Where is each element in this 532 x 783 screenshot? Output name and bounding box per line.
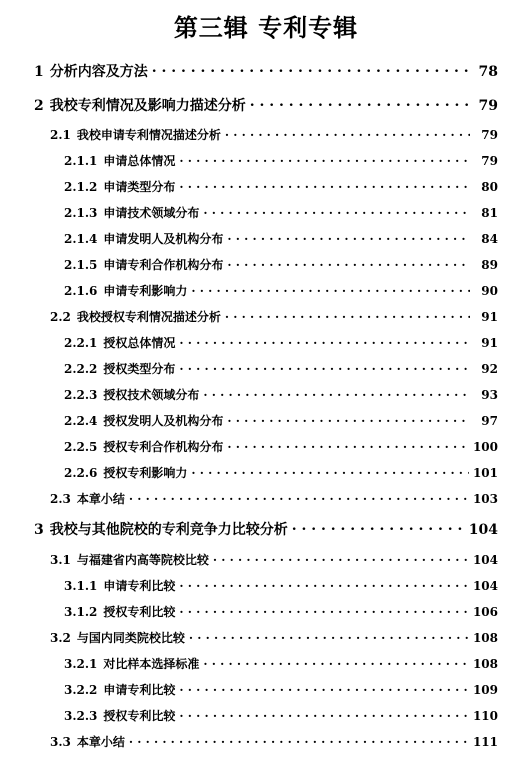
toc-entry-title: 申请专利合作机构分布 bbox=[103, 258, 224, 272]
toc-entry[interactable] bbox=[64, 681, 498, 698]
toc-entry-title: 授权总体情况 bbox=[103, 336, 176, 350]
toc-entry-page: 79 bbox=[481, 128, 498, 142]
toc-entry[interactable] bbox=[34, 61, 498, 81]
toc-entry-title: 本章小结 bbox=[76, 492, 125, 506]
dot-leader bbox=[179, 361, 470, 373]
toc-entry-number: 2 bbox=[34, 98, 44, 114]
toc-entry-page: 101 bbox=[472, 466, 498, 480]
toc-entry-number: 3.2 bbox=[50, 631, 71, 645]
toc-entry-title: 授权技术领域分布 bbox=[103, 388, 200, 402]
toc-entry-number: 2.1.1 bbox=[64, 154, 98, 168]
toc-entry[interactable] bbox=[34, 95, 498, 115]
toc-entry[interactable] bbox=[64, 386, 498, 403]
toc-entry-page: 91 bbox=[481, 310, 498, 324]
toc-entry[interactable] bbox=[64, 412, 498, 429]
toc-entry-number: 3.1.2 bbox=[64, 605, 98, 619]
toc-entry-page: 84 bbox=[481, 232, 498, 246]
toc-entry-number: 2.2.6 bbox=[64, 466, 98, 480]
toc-entry-number: 2.1.6 bbox=[64, 284, 98, 298]
toc-entry-page: 81 bbox=[481, 206, 498, 220]
toc-entry-page: 79 bbox=[478, 98, 498, 114]
toc-entry-number: 3 bbox=[34, 522, 44, 538]
toc-entry-page: 80 bbox=[481, 180, 498, 194]
toc-entry-number: 3.2.2 bbox=[64, 683, 98, 697]
toc-entry-title: 授权专利比较 bbox=[103, 605, 176, 619]
toc-entry[interactable] bbox=[50, 490, 498, 507]
toc-entry[interactable] bbox=[64, 603, 498, 620]
toc-entry[interactable] bbox=[50, 308, 498, 325]
toc-entry-number: 2.1 bbox=[50, 128, 71, 142]
toc-entry-page: 97 bbox=[481, 414, 498, 428]
dot-leader bbox=[203, 205, 470, 217]
toc-entry[interactable] bbox=[64, 655, 498, 672]
dot-leader bbox=[227, 413, 470, 425]
dot-leader bbox=[129, 491, 469, 503]
toc-entry-title: 与国内同类院校比较 bbox=[76, 631, 185, 645]
toc-entry[interactable] bbox=[64, 334, 498, 351]
dot-leader bbox=[179, 335, 470, 347]
toc-entry[interactable] bbox=[34, 519, 498, 539]
toc-entry-page: 110 bbox=[472, 709, 498, 723]
toc-entry-number: 2.2.3 bbox=[64, 388, 98, 402]
toc-entry-number: 2.2.4 bbox=[64, 414, 98, 428]
toc-entry-page: 108 bbox=[472, 631, 498, 645]
toc-entry[interactable] bbox=[50, 629, 498, 646]
toc-entry-page: 111 bbox=[472, 735, 498, 749]
dot-leader bbox=[179, 578, 469, 590]
toc-entry-title: 授权专利合作机构分布 bbox=[103, 440, 224, 454]
toc-entry-number: 2.1.3 bbox=[64, 206, 98, 220]
toc-entry[interactable] bbox=[64, 178, 498, 195]
toc-entry[interactable] bbox=[64, 464, 498, 481]
toc-entry-number: 2.1.2 bbox=[64, 180, 98, 194]
dot-leader bbox=[179, 153, 470, 165]
toc-entry-page: 89 bbox=[481, 258, 498, 272]
toc-entry[interactable] bbox=[50, 551, 498, 568]
toc-entry[interactable] bbox=[64, 438, 498, 455]
toc-entry[interactable] bbox=[50, 126, 498, 143]
dot-leader bbox=[179, 682, 469, 694]
toc-entry[interactable] bbox=[64, 230, 498, 247]
dot-leader bbox=[152, 62, 470, 76]
toc-entry-title: 申请类型分布 bbox=[103, 180, 176, 194]
toc-entry-title: 授权发明人及机构分布 bbox=[103, 414, 224, 428]
toc-entry-title: 授权类型分布 bbox=[103, 362, 176, 376]
toc-entry-number: 3.1 bbox=[50, 553, 71, 567]
toc-entry-page: 78 bbox=[478, 64, 498, 80]
toc-entry-title: 我校申请专利情况描述分析 bbox=[76, 128, 221, 142]
toc-entry-number: 3.1.1 bbox=[64, 579, 98, 593]
toc-entry-page: 108 bbox=[472, 657, 498, 671]
dot-leader bbox=[179, 708, 469, 720]
toc-entry[interactable] bbox=[64, 204, 498, 221]
toc-entry-page: 90 bbox=[481, 284, 498, 298]
toc-entry-number: 1 bbox=[34, 64, 44, 80]
dot-leader bbox=[225, 309, 470, 321]
toc-entry[interactable] bbox=[64, 282, 498, 299]
toc-entry-title: 申请专利比较 bbox=[103, 579, 176, 593]
toc-entry-number: 2.2.2 bbox=[64, 362, 98, 376]
dot-leader bbox=[292, 520, 465, 534]
toc-entry-page: 109 bbox=[472, 683, 498, 697]
toc-entry[interactable] bbox=[64, 707, 498, 724]
toc-entry-page: 100 bbox=[472, 440, 498, 454]
toc-entry-page: 93 bbox=[481, 388, 498, 402]
toc-entry[interactable] bbox=[64, 360, 498, 377]
toc-entry-title: 申请专利影响力 bbox=[103, 284, 188, 298]
toc-entry-title: 申请技术领域分布 bbox=[103, 206, 200, 220]
toc-entry-title: 授权专利影响力 bbox=[103, 466, 188, 480]
toc-entry-title: 申请专利比较 bbox=[103, 683, 176, 697]
toc-entry-title: 申请总体情况 bbox=[103, 154, 176, 168]
dot-leader bbox=[250, 96, 470, 110]
toc-entry-page: 104 bbox=[468, 522, 498, 538]
toc-entry-title: 我校与其他院校的专利竞争力比较分析 bbox=[49, 522, 288, 538]
toc-entry-number: 2.2.1 bbox=[64, 336, 98, 350]
toc-entry-title: 与福建省内高等院校比较 bbox=[76, 553, 209, 567]
dot-leader bbox=[225, 127, 470, 139]
dot-leader bbox=[227, 439, 469, 451]
toc-entry-page: 103 bbox=[472, 492, 498, 506]
toc-entry[interactable] bbox=[64, 152, 498, 169]
toc-entry-title: 对比样本选择标准 bbox=[103, 657, 200, 671]
dot-leader bbox=[191, 465, 469, 477]
toc-entry-page: 92 bbox=[481, 362, 498, 376]
toc-entry-title: 我校授权专利情况描述分析 bbox=[76, 310, 221, 324]
toc-entry-number: 3.2.1 bbox=[64, 657, 98, 671]
toc-entry-title: 分析内容及方法 bbox=[49, 64, 148, 80]
toc-entry[interactable] bbox=[64, 256, 498, 273]
toc-entry-number: 2.2.5 bbox=[64, 440, 98, 454]
dot-leader bbox=[191, 283, 470, 295]
dot-leader bbox=[129, 734, 469, 746]
toc-entry[interactable] bbox=[50, 733, 498, 750]
toc-entry-page: 104 bbox=[472, 579, 498, 593]
dot-leader bbox=[179, 179, 470, 191]
dot-leader bbox=[227, 257, 470, 269]
toc-entry-number: 2.2 bbox=[50, 310, 71, 324]
toc-entry-page: 79 bbox=[481, 154, 498, 168]
toc-entry[interactable] bbox=[64, 577, 498, 594]
dot-leader bbox=[213, 552, 469, 564]
dot-leader bbox=[203, 656, 469, 668]
toc-entry-page: 104 bbox=[472, 553, 498, 567]
toc-entry-number: 2.3 bbox=[50, 492, 71, 506]
toc-entry-page: 106 bbox=[472, 605, 498, 619]
toc-entry-number: 3.2.3 bbox=[64, 709, 98, 723]
toc-entry-title: 申请发明人及机构分布 bbox=[103, 232, 224, 246]
toc-entry-number: 2.1.5 bbox=[64, 258, 98, 272]
toc-entry-title: 本章小结 bbox=[76, 735, 125, 749]
toc-entry-number: 2.1.4 bbox=[64, 232, 98, 246]
dot-leader bbox=[189, 630, 469, 642]
toc-entry-title: 授权专利比较 bbox=[103, 709, 176, 723]
dot-leader bbox=[227, 231, 470, 243]
toc-entry-number: 3.3 bbox=[50, 735, 71, 749]
toc-entry-page: 91 bbox=[481, 336, 498, 350]
dot-leader bbox=[179, 604, 469, 616]
toc-entry-title: 我校专利情况及影响力描述分析 bbox=[49, 98, 246, 114]
page-title: 第三辑 专利专辑 bbox=[173, 13, 359, 42]
dot-leader bbox=[203, 387, 470, 399]
